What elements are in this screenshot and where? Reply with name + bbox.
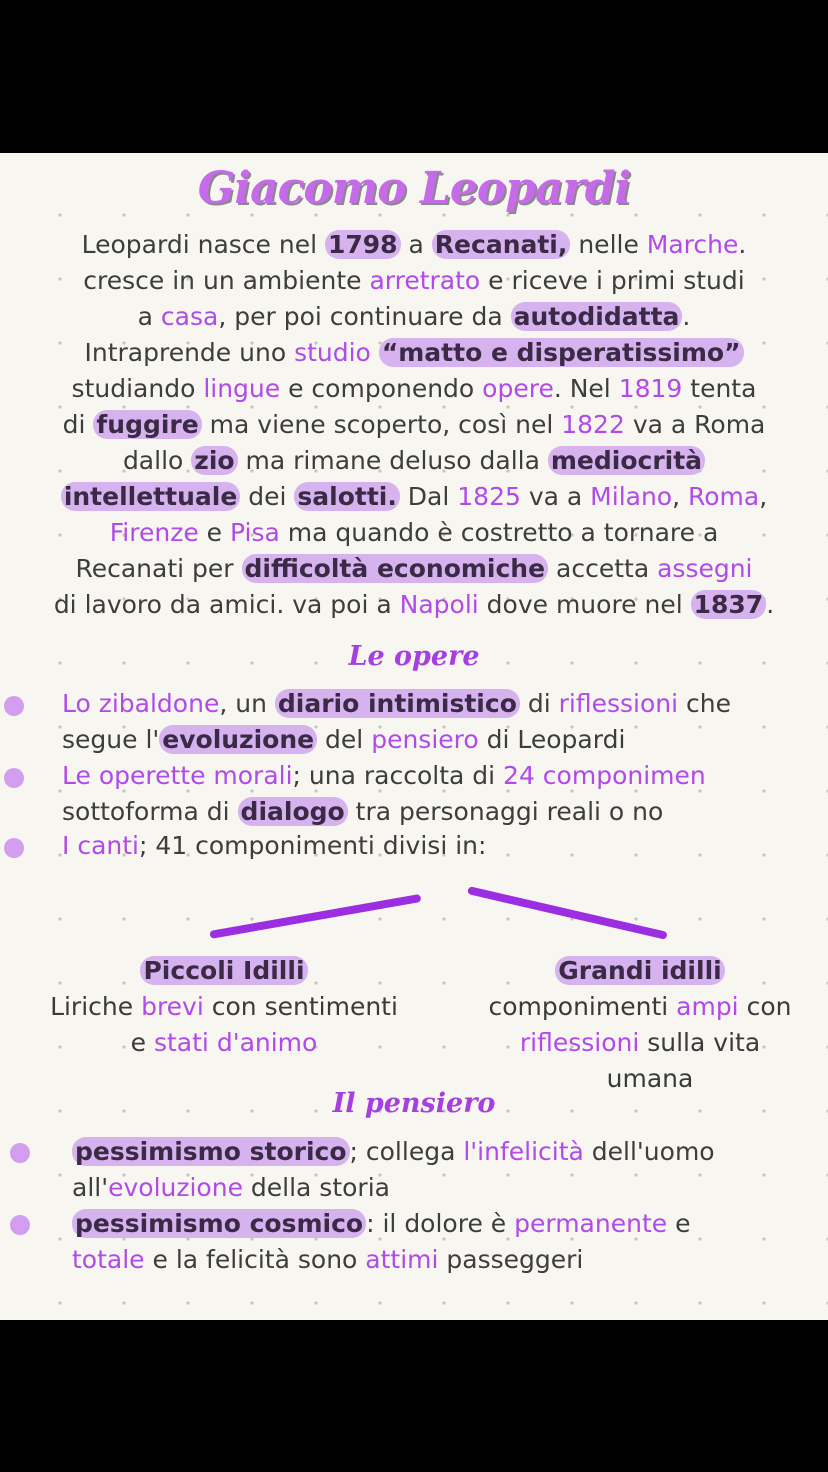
bullet-dot <box>10 1143 30 1163</box>
piccoli-idilli-title: Piccoli Idilli <box>140 956 307 985</box>
bullet-dot <box>4 696 24 716</box>
pensiero-bullet-1-line-1: pessimismo storico ; collega l'infelicità dell'uomo <box>72 1134 828 1170</box>
intro-line-10: Recanati per difficoltà economiche accetta assegni <box>75 554 753 583</box>
opere-bullet-2-line-2: sottoforma di dialogo tra personaggi reali o no <box>62 797 664 826</box>
page-title: Giacomo Leopardi <box>197 163 631 214</box>
intro-line-9: Firenze e Pisa ma quando è costretto a tornare a <box>109 518 719 547</box>
pensiero-bullet-1-line-2: all'evoluzione della storia <box>72 1173 390 1202</box>
piccoli-idilli-block: Piccoli Idilli Liriche brevi con sentimenti e stati d'animo <box>50 956 398 1057</box>
bullet-dot <box>10 1215 30 1235</box>
intro-line-4: Intraprende uno studio “matto e disperatissimo” <box>0 335 828 371</box>
intro-line-3: a casa, per poi continuare da autodidatta . <box>137 302 691 331</box>
grandi-idilli-block: Grandi idilli componimenti ampi con riflessioni sulla vita umana <box>488 956 792 1093</box>
intro-line-2: cresce in un ambiente arretrato e riceve i primi studi <box>83 266 745 295</box>
opere-bullet-3: I canti; 41 componimenti divisi in: <box>62 831 487 860</box>
intro-line-7: dallo zio ma rimane deluso dalla mediocrità <box>0 443 828 479</box>
pensiero-bullet-2-line-2: totale e la felicità sono attimi passeggeri <box>72 1245 584 1274</box>
opere-bullet-1-line-1: Lo zibaldone, un diario intimistico di riflessioni che <box>62 689 731 718</box>
bullet-dot <box>4 838 24 858</box>
note-page <box>0 153 828 1320</box>
intro-line-5: studiando lingue e componendo opere. Nel 1819 tenta <box>71 374 757 403</box>
intro-line-11: di lavoro da amici. va poi a Napoli dove muore nel 1837 . <box>53 590 775 619</box>
opere-bullet-1-line-2: segue l' evoluzione del pensiero di Leopardi <box>62 725 626 754</box>
pensiero-bullet-2-line-1: pessimismo cosmico : il dolore è permanente e <box>72 1206 828 1242</box>
intro-line-8: intellettuale dei salotti. Dal 1825 va a Milano, Roma, <box>0 479 828 515</box>
section-heading-opere: Le opere <box>348 641 480 672</box>
intro-line-1: Leopardi nasce nel 1798 a Recanati, nelle Marche. <box>81 230 747 259</box>
opere-bullet-2-line-1: Le operette morali; una raccolta di 24 componimen <box>62 761 706 790</box>
branch-line-right <box>467 886 668 940</box>
branch-line-left <box>209 894 421 939</box>
section-heading-pensiero: Il pensiero <box>332 1088 496 1119</box>
bullet-dot <box>4 768 24 788</box>
intro-line-6: di fuggire ma viene scoperto, così nel 1822 va a Roma <box>62 410 766 439</box>
grandi-idilli-title: Grandi idilli <box>555 956 724 985</box>
